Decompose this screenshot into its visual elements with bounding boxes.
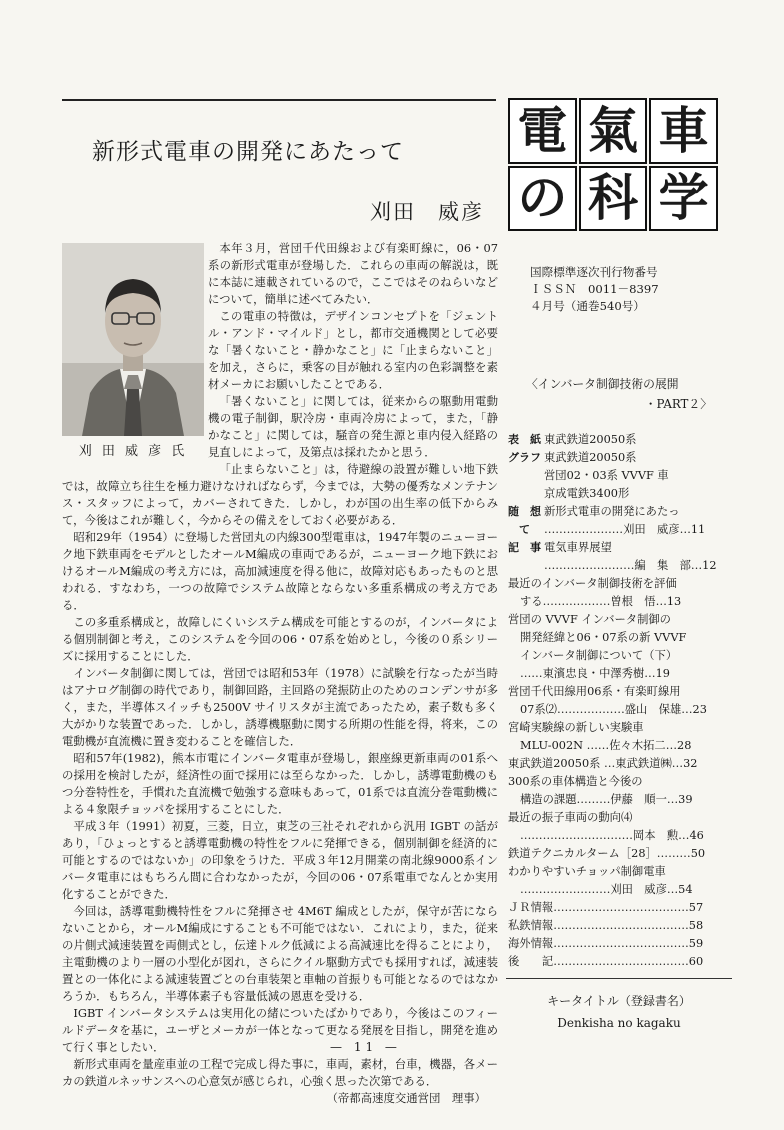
- toc-row[interactable]: [508, 935, 730, 953]
- logo-char: 車: [649, 98, 718, 164]
- toc-text: 開発経緯と06・07系の新 VVVF: [520, 631, 687, 644]
- toc-text: 最近のインバータ制御技術を評価: [508, 577, 677, 590]
- issue-info: [530, 264, 659, 315]
- toc-text: MLU-002N ……佐々木拓二…28: [520, 739, 692, 752]
- toc-row[interactable]: [508, 881, 730, 899]
- toc-row[interactable]: [508, 917, 730, 935]
- toc-text: 後 記………………………………60: [508, 955, 704, 968]
- toc-row[interactable]: [508, 701, 730, 719]
- toc-text: 東武鉄道20050系: [544, 451, 637, 464]
- toc-text: 東武鉄道20050系 …東武鉄道㈱…32: [508, 757, 698, 770]
- toc-text: 京成電鉄3400形: [544, 487, 630, 500]
- article-title: 新形式電車の開発にあたって: [92, 139, 404, 165]
- toc-label: グラフ: [508, 451, 541, 464]
- issue-number: ４月号（通巻540号）: [530, 299, 645, 313]
- article-paragraph: インバータ制御に関しては，営団では昭和53年（1978）に試験を行なったが当時はアナログ制御の時代であり，制御回路，主回路の発振防止のためのコンデンサが多く，また，半導体スイッチも2500V サイリスタが主流であったため，素子数も多く大がかりな装置であった．しかし，誘導機駆動に関する所期の性能を得，将来，この電動機が直流機に置き変わることを確信した．: [62, 666, 498, 748]
- issn-label: 国際標準逐次刊行物番号: [530, 265, 658, 279]
- toc-text: 構造の課題………伊藤 順一…39: [520, 793, 693, 806]
- series-title-line: 〈インバータ制御技術の展開: [526, 377, 679, 391]
- portrait-float-space: [62, 240, 208, 462]
- toc-row[interactable]: [508, 827, 730, 845]
- series-title: [526, 374, 722, 414]
- article-paragraph: 本年３月，営団千代田線および有楽町線に，06・07系の新形式電車が登場した．これらの車両の解説は，既に本誌に連載されているので，ここではそのねらいなどについて，簡単に述べてみたい．: [208, 241, 498, 306]
- toc-text: わかりやすいチョッパ制御電車: [508, 865, 666, 878]
- toc-row[interactable]: [508, 593, 730, 611]
- portrait-caption: 刈 田 威 彦 氏: [78, 444, 188, 459]
- toc-row[interactable]: [508, 953, 730, 971]
- toc-row[interactable]: [508, 737, 730, 755]
- article-author: [370, 196, 484, 226]
- logo-char: 電: [508, 98, 577, 164]
- toc-text: 宮崎実験線の新しい実験車: [508, 721, 644, 734]
- toc-row[interactable]: [508, 467, 730, 485]
- header-rule: [62, 99, 496, 101]
- toc-row[interactable]: [508, 773, 730, 791]
- toc-row[interactable]: [508, 575, 730, 593]
- article-paragraph: この電車の特徴は，デザインコンセプトを「ジェントル・アンド・マイルド」とし，都市交通機関として必要な「暑くないこと・静かなこと」に「止まらないこと」を加え，さらに，乗客の目が触れる室内の色彩調整を素材メーカにお願いしたことである．: [208, 309, 498, 391]
- author-affiliation: （帝都高速度交通営団 理事）: [326, 1091, 486, 1105]
- article-paragraph: 昭和29年（1954）に登場した営団丸の内線300型電車は，1947年製のニューヨーク地下鉄車両をモデルとしたオールM編成の車両であるが，ニューヨーク地下鉄におけるオールM編成の考え方には，高加減速度を得る他に，故障対応もあったものと思われる．すなわち，一つの故障でシステム故障とならない多重系構成の考え方である．: [62, 530, 498, 612]
- logo-char: の: [508, 166, 577, 232]
- toc-row[interactable]: [508, 521, 730, 539]
- toc-row[interactable]: [508, 647, 730, 665]
- toc-text: 300系の車体構造と今後の: [508, 775, 643, 788]
- toc-row[interactable]: [508, 431, 730, 449]
- toc-text: 海外情報………………………………59: [508, 937, 704, 950]
- toc-row[interactable]: [508, 755, 730, 773]
- keytitle-block: [506, 990, 732, 1034]
- toc-text: 営団02・03系 VVVF 車: [544, 469, 669, 482]
- article-paragraph: 「止まらないこと」は，待避線の設置が難しい地下鉄では，故障立ち往生を極力避けなければならず，今までは，大勢の優秀なメンテナンス・スタッフによって，カバーされてきた．しかし，わが国の出生率の低下からみて，今後はこれが難しく，今からその備えをしておく必要がある．: [62, 462, 498, 527]
- toc-row[interactable]: [508, 809, 730, 827]
- toc-text: …………………刈田 威彦…11: [544, 523, 706, 536]
- article-paragraph: 平成３年（1991）初夏，三菱，日立，東芝の三社それぞれから汎用 IGBT の話があり，「ひょっとすると誘導電動機の特性をフルに発揮できる，個別制御を経済的に可能とするのではないか」の印象をうけた．平成３年12月開業の南北線9000系インバータ電車にはもちろん間に合わなかったが，今回の06・07系電車でなんとか実用化することができた．: [62, 819, 498, 901]
- logo-char: 科: [579, 166, 648, 232]
- toc-row[interactable]: [508, 557, 730, 575]
- toc-text: 営団の VVVF インバータ制御の: [508, 613, 671, 626]
- toc-row[interactable]: [508, 845, 730, 863]
- author-family-name: 刈田: [370, 200, 416, 224]
- logo-char: 氣: [579, 98, 648, 164]
- toc-text: インバータ制御について（下）: [520, 649, 678, 662]
- toc-text: 新形式電車の開発にあたっ: [544, 505, 680, 518]
- toc-row[interactable]: [508, 683, 730, 701]
- toc-text: 電気車界展望: [544, 541, 612, 554]
- toc-text: ＪＲ情報………………………………57: [508, 901, 704, 914]
- article-paragraph: 昭和57年(1982)，熊本市電にインバータ電車が登場し，銀座線更新車両の01系への採用を検討したが，経済性の面で採用には至らなかった．しかし，誘導電動機のもつ分巻特性を，手慣れた直流機で勉強する意味もあって，01系では直流分巻電動機による４象限チョッパを採用することにした．: [62, 751, 498, 816]
- article-paragraph: IGBT インバータシステムは実用化の緒についたばかりであり，今後はこのフィールドデータを基に，ユーザとメーカが一体となって更なる発展を目指し，開発を進めて行く事としたい．: [62, 1006, 498, 1054]
- toc-text: ……東濱忠良・中澤秀樹…19: [520, 667, 670, 680]
- toc-text: 営団千代田線用06系・有楽町線用: [508, 685, 681, 698]
- toc-text: 私鉄情報………………………………58: [508, 919, 704, 932]
- toc-row[interactable]: [508, 863, 730, 881]
- toc-row[interactable]: [508, 719, 730, 737]
- toc-row[interactable]: [508, 503, 730, 521]
- toc-label: 表 紙: [508, 433, 541, 446]
- toc-text: …………………………岡本 勲…46: [520, 829, 704, 842]
- toc-row[interactable]: [508, 485, 730, 503]
- toc-label: 記 事: [508, 541, 541, 554]
- magazine-logo: [508, 98, 718, 231]
- toc-row[interactable]: [508, 899, 730, 917]
- article-paragraph: 新形式車両を量産車並の工程で完成し得た事に，車両，素材，台車，機器，各メーカの鉄道ルネッサンスへの心意気が感じられ，心強く思った次第である．: [62, 1057, 498, 1088]
- toc-row[interactable]: [508, 665, 730, 683]
- toc-text: ……………………刈田 威彦…54: [520, 883, 693, 896]
- page-number: — 11 —: [330, 1040, 401, 1054]
- toc-text: ……………………編 集 部…12: [544, 559, 717, 572]
- toc-row[interactable]: [508, 791, 730, 809]
- toc-row[interactable]: [508, 629, 730, 647]
- issn-number: ＩＳＳＮ 0011－8397: [530, 282, 659, 296]
- toc-text: 鉄道テクニカルターム［28］………50: [508, 847, 706, 860]
- article-paragraph: この多重系構成と，故障しにくいシステム構成を可能とするのが，インバータによる個別制御と考え，このシステムを今回の06・07系を始めとし，今後の０系シリーズに採用することにした．: [62, 615, 498, 663]
- keytitle-value: Denkisha no kagaku: [557, 1016, 681, 1030]
- keytitle-divider: [506, 978, 732, 979]
- toc-text: 最近の振子車両の動向⑷: [508, 811, 633, 824]
- toc-row[interactable]: [508, 449, 730, 467]
- toc-row[interactable]: [508, 611, 730, 629]
- logo-char: 学: [649, 166, 718, 232]
- keytitle-label: キータイトル（登録書名）: [547, 994, 691, 1008]
- table-of-contents: [508, 431, 730, 971]
- toc-row[interactable]: [508, 539, 730, 557]
- article-paragraph: 「暑くないこと」に関しては，従来からの駆動用電動機の電子制御，駅冷房・車両冷房によって，また，「静かなこと」に関しては，騒音の発生源と車内侵入経路の見直しによって，及第点は採れたかと思う．: [208, 394, 498, 459]
- article-paragraph: 今回は，誘導電動機特性をフルに発揮させ 4M6T 編成としたが，保守が苦にならないことから，オールM編成にすることも不可能ではない．これにより，また，従来の片側式減速装置を両側式とし，伝達トルク低減による高減速比を得ることにより，主電動機のより一層の小型化が図れ，さらにクイル駆動方式でも採用すれば，減速装置との一体化による減速装置ごとの台車装架と車軸の首振りも可能となるのではなかろうか．もちろん，半導体素子も容量低減の恩恵を受ける．: [62, 904, 498, 1003]
- toc-label: て: [508, 523, 530, 536]
- toc-label: 随 想: [508, 505, 541, 518]
- toc-text: 東武鉄道20050系: [544, 433, 637, 446]
- toc-text: 07系⑵………………盛山 保雄…23: [520, 703, 707, 716]
- author-given-name: 威彦: [438, 200, 484, 224]
- series-title-line: ・PART２〉: [644, 397, 712, 411]
- toc-text: する………………曽根 悟…13: [520, 595, 682, 608]
